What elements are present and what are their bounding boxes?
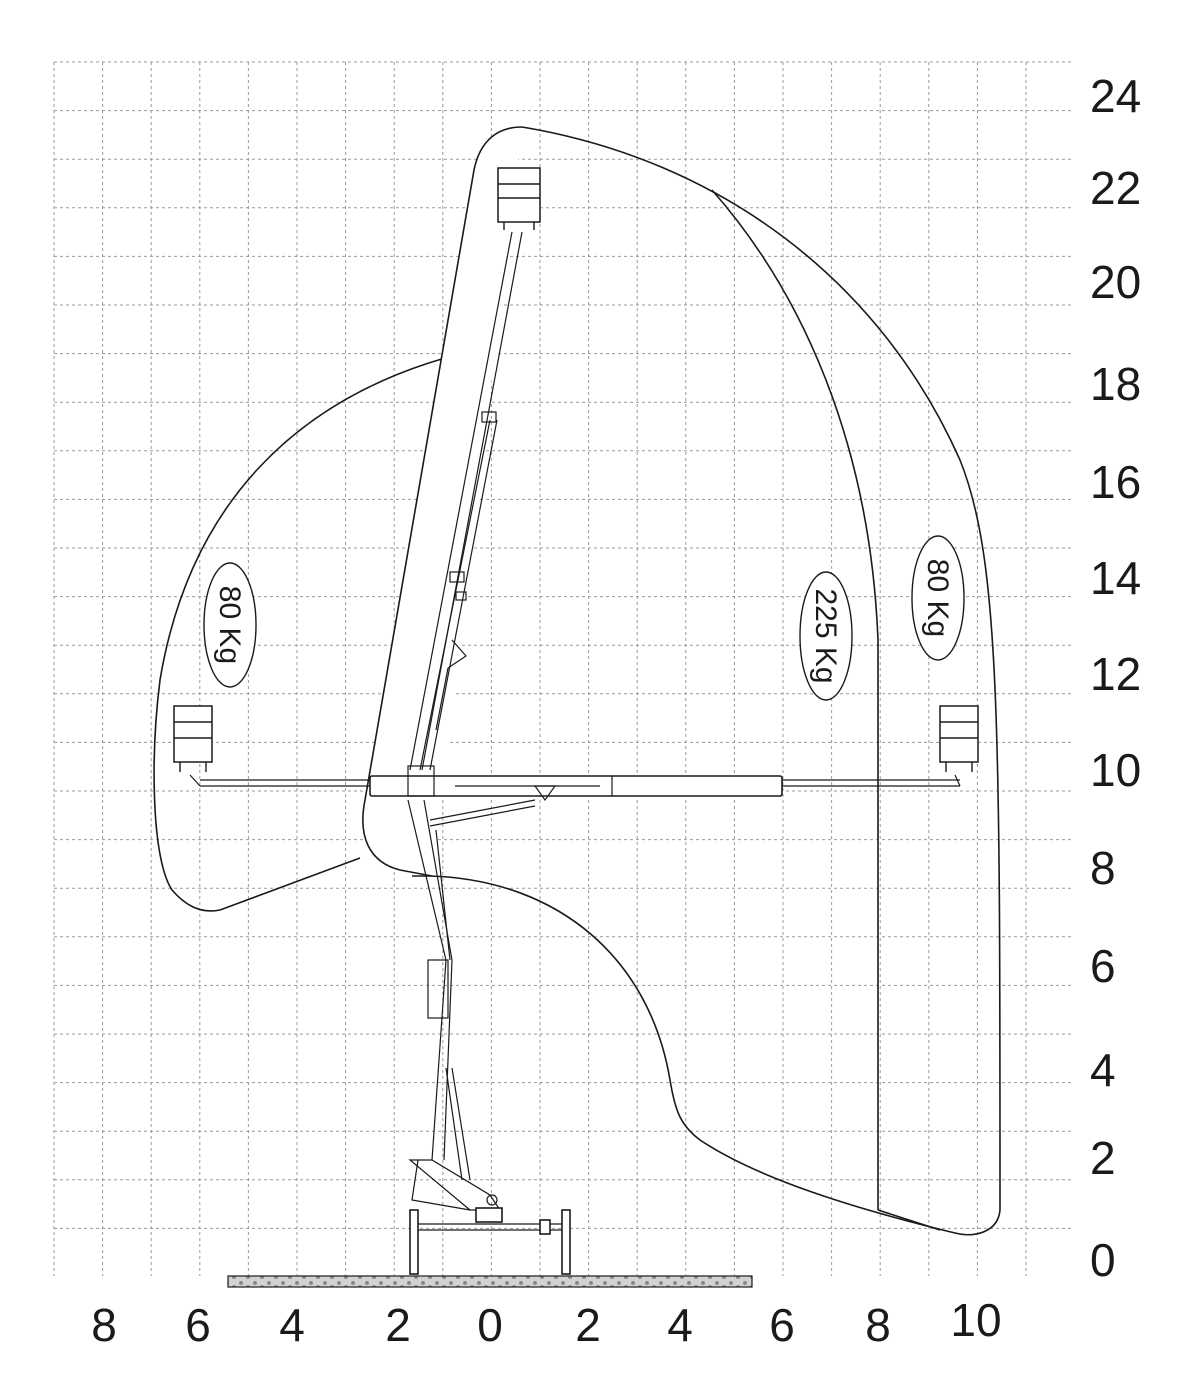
y-tick-label: 10 — [1090, 744, 1142, 796]
x-tick-label: 8 — [91, 1299, 117, 1351]
chassis — [410, 1208, 570, 1274]
x-tick-label: 4 — [279, 1299, 305, 1351]
capacity-text-left: 80 Kg — [213, 585, 246, 665]
y-tick-label: 24 — [1090, 70, 1142, 122]
x-tick-label: 6 — [185, 1299, 211, 1351]
x-tick-label: 2 — [385, 1299, 411, 1351]
y-tick-label: 18 — [1090, 358, 1142, 410]
x-tick-label: 10 — [950, 1294, 1002, 1346]
envelope-225kg-bottom — [878, 1210, 940, 1230]
envelope-225kg — [712, 190, 878, 1210]
x-tick-label: 0 — [477, 1299, 503, 1351]
ground-strip — [228, 1276, 752, 1287]
capacity-text-right: 80 Kg — [921, 558, 954, 638]
y-tick-label: 4 — [1090, 1044, 1116, 1096]
horizontal-boom — [190, 775, 960, 826]
x-tick-label: 2 — [575, 1299, 601, 1351]
y-tick-label: 14 — [1090, 552, 1142, 604]
x-tick-label: 8 — [865, 1299, 891, 1351]
capacity-label-center — [800, 572, 852, 700]
y-tick-label: 0 — [1090, 1234, 1116, 1286]
basket-top — [498, 168, 540, 230]
capacity-text-225: 225 Kg — [809, 588, 842, 684]
grid — [54, 62, 1074, 1276]
basket-right — [940, 706, 978, 772]
capacity-label-right — [912, 536, 964, 660]
upper-reach-envelope — [363, 127, 522, 876]
y-tick-label: 12 — [1090, 648, 1142, 700]
y-tick-label: 16 — [1090, 456, 1142, 508]
y-tick-label: 6 — [1090, 940, 1116, 992]
basket-left — [174, 706, 212, 772]
x-tick-label: 6 — [769, 1299, 795, 1351]
y-tick-label: 2 — [1090, 1132, 1116, 1184]
y-tick-label: 20 — [1090, 256, 1142, 308]
capacity-label-left — [204, 563, 256, 687]
y-axis-ticks — [1090, 70, 1141, 1286]
y-tick-label: 22 — [1090, 162, 1142, 214]
y-tick-label: 8 — [1090, 842, 1116, 894]
x-tick-label: 4 — [667, 1299, 693, 1351]
x-axis-ticks — [91, 1294, 1001, 1351]
